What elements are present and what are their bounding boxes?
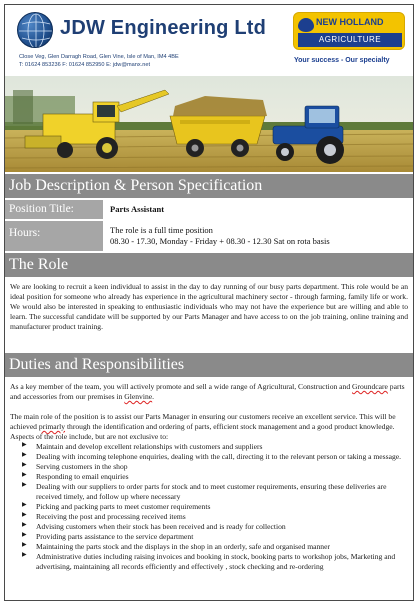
company-name: JDW Engineering Ltd [60,17,267,39]
bullet-icon: ▶ [22,512,27,519]
list-item [10,512,408,522]
leaf-icon [298,18,314,32]
letterhead [5,5,413,78]
bullet-icon: ▶ [22,542,27,549]
slogan: Your success - Our specialty [294,57,390,64]
list-item-text: Picking and packing parts to meet customer requirements [36,502,211,512]
list-item-text: Serving customers in the shop [36,462,128,472]
hours-label: Hours: [5,221,103,251]
bullet-icon: ▶ [22,472,27,479]
list-item [10,472,408,482]
role-heading: The Role [5,253,413,277]
list-item [10,552,408,572]
bullet-icon: ▶ [22,462,27,469]
contact-line: T: 01624 853236 F: 01624 852950 E: jdw@manx.net [19,62,151,69]
list-item-text: Providing parts assistance to the service department [36,532,194,542]
new-holland-logo [293,12,405,50]
bullet-icon: ▶ [22,482,27,489]
main-text-2: through the identification and ordering of parts, efficient stock management and a good product knowledge. Aspects of the role include, but are not exclusive to: [10,422,395,442]
document-page [4,4,414,601]
hours-line-2: 08.30 - 17.30, Monday - Friday + 08.30 - 12.30 Sat on rota basis [110,236,330,246]
bullet-icon: ▶ [22,502,27,509]
list-item-text: Receiving the post and processing received items [36,512,186,522]
main-primarly: primarly [38,422,66,432]
nh-logo-top-text: NEW HOLLAND [316,17,384,27]
role-description: We are looking to recruit a keen individual to assist in the day to day running of our busy parts department. This role would be an ideal position for someone who already has experience in the agricultural machinery sector - through farming, family life or work. We would also be interested in speaking to enthusiastic individuals who may not have the experience but are willing and able to learn. The successful candidate will be supported by our Parts Manager and have access to on the job training, online training and manufacturer product training. [10,282,408,332]
bullet-icon: ▶ [22,552,27,559]
list-item [10,442,408,452]
duties-heading: Duties and Responsibilities [5,353,413,377]
hours-line-1: The role is a full time position [110,225,213,235]
intro-text-2: parts and accessories from our premises in [10,382,405,402]
main-text-1: The main role of the position is to assist our Parts Manager in ensuring our customers receive an excellent service. This will be achieved [10,412,396,432]
bullet-icon: ▶ [22,522,27,529]
intro-glenvine: Glenvine [124,392,153,402]
document-title: Job Description & Person Specification [5,174,413,198]
list-item [10,502,408,512]
intro-groundcare: Groundcare [352,382,388,391]
duties-main-text [10,412,408,442]
list-item-text: Responding to email enquiries [36,472,129,482]
list-item [10,532,408,542]
intro-text-1: As a key member of the team, you will actively promote and sell a wide range of Agricultural, Construction and [10,382,353,391]
list-item-text: Dealing with incoming telephone enquiries, dealing with the call, directing it to the relevant person or taking a message. [36,452,402,462]
list-item [10,482,408,502]
list-item [10,462,408,472]
address-line: Close Veg, Glen Darragh Road, Glen Vine, Isle of Man, IM4 4BE [19,54,179,60]
intro-end: . [152,392,155,402]
nh-logo-bottom-text: AGRICULTURE [298,33,402,47]
list-item [10,522,408,532]
company-address [19,53,179,69]
position-title-label: Position Title: [5,200,103,219]
harvester-tractor-photo [5,76,413,172]
duties-list [10,442,408,572]
duties-intro [10,382,408,402]
list-item-text: Advising customers when their stock has been received and is ready for collection [36,522,286,532]
list-item-text: Maintaining the parts stock and the displays in the shop in an orderly, safe and organised manner [36,542,330,552]
list-item [10,542,408,552]
list-item-text: Maintain and develop excellent relationships with customers and suppliers [36,442,263,451]
list-item-text: Dealing with our suppliers to order parts for stock and to meet customer requirements, ensuring these deliveries are received timely, and follow up where necessary [36,482,387,502]
list-item [10,452,408,462]
bullet-icon: ▶ [22,532,27,539]
bullet-icon: ▶ [22,452,27,459]
globe-logo-icon [17,12,53,48]
position-title-value: Parts Assistant [106,200,413,219]
list-item-text: Administrative duties including raising invoices and booking in stock, booking parts to workshop jobs, Marketing and advertising, maintaining all records efficiently and effectively , stock checking and re-ordering [36,552,396,572]
bullet-icon: ▶ [22,442,27,448]
hours-value [106,221,413,251]
